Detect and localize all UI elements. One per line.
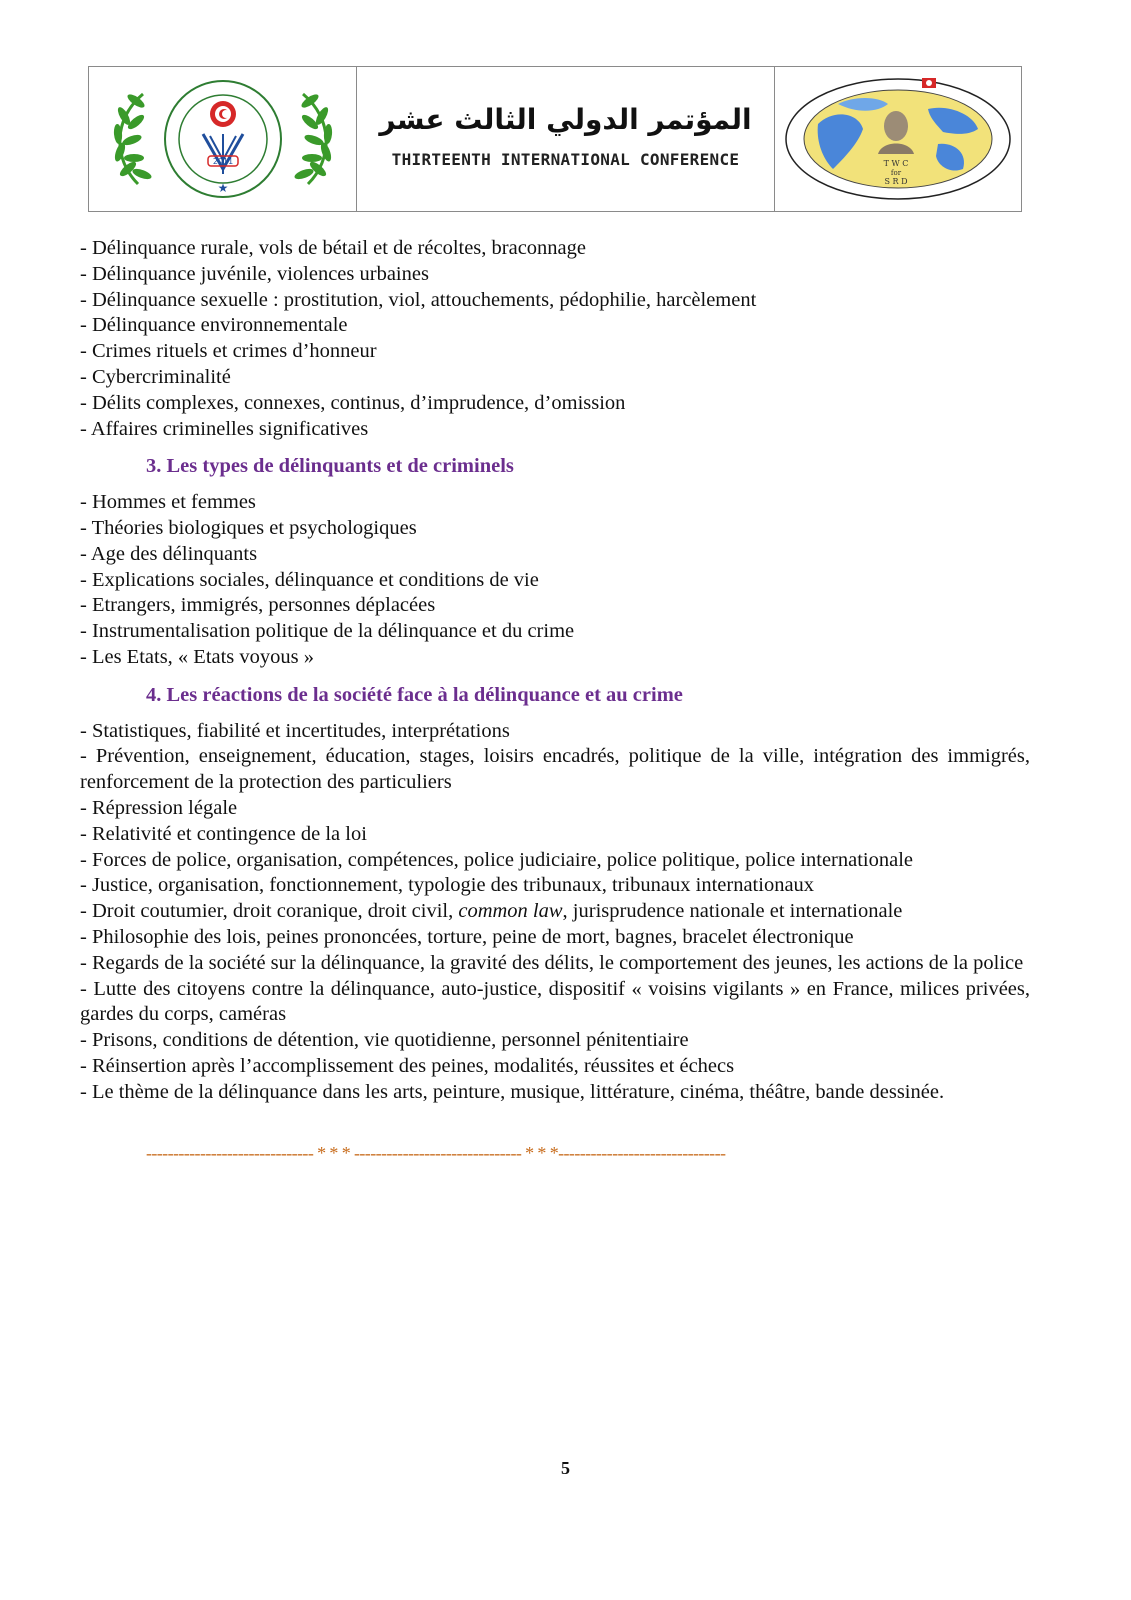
list-item: - Affaires criminelles significatives: [80, 417, 369, 440]
list-item: [80, 899, 1030, 925]
page-number: 5: [561, 1458, 570, 1478]
document-body: [80, 236, 1030, 1106]
list-item: - Délinquance juvénile, violences urbaines: [80, 262, 429, 285]
right-logo-cell: [775, 67, 1021, 211]
list-item: - Age des délinquants: [80, 542, 258, 565]
list-item: - Délinquance sexuelle : prostitution, viol, attouchements, pédophilie, harcèlement: [80, 288, 757, 311]
svg-text:for: for: [890, 169, 902, 177]
left-logo-cell: [89, 67, 357, 211]
list-item: - Lutte des citoyens contre la délinquance, auto-justice, dispositif « voisins vigilants » en France, milices privées, gardes du corps, caméras: [80, 977, 1030, 1026]
svg-text:★: ★: [217, 181, 228, 195]
section-divider: ------------------------------- * * * ------------------------------- * * *-------------------------------: [146, 1143, 726, 1163]
list-item: - Prisons, conditions de détention, vie quotidienne, personnel pénitentiaire: [80, 1029, 689, 1052]
list-item: - Répression légale: [80, 796, 238, 819]
list-item: - Justice, organisation, fonctionnement, typologie des tribunaux, tribunaux internationaux: [80, 874, 815, 897]
svg-text:S R D: S R D: [884, 177, 908, 186]
list-item: - Le thème de la délinquance dans les arts, peinture, musique, littérature, cinéma, théâtre, bande dessinée.: [80, 1080, 945, 1103]
list-item: - Statistiques, fiabilité et incertitudes, interprétations: [80, 719, 510, 742]
svg-text:T W C: T W C: [883, 159, 909, 168]
list-item: - Les Etats, « Etats voyous »: [80, 645, 315, 668]
globe-emblem-icon: [778, 74, 1018, 204]
section-4-heading: 4. Les réactions de la société face à la délinquance et au crime: [146, 683, 683, 706]
list-item: - Hommes et femmes: [80, 491, 256, 514]
list-item: - Crimes rituels et crimes d’honneur: [80, 340, 377, 363]
association-emblem-icon: [98, 74, 348, 204]
arabic-conference-title: المؤتمر الدولي الثالث عشر: [379, 103, 752, 136]
list-item: - Philosophie des lois, peines prononcées, torture, peine de mort, bagnes, bracelet électronique: [80, 925, 854, 948]
italic-term: common law: [458, 900, 563, 923]
conference-header: [88, 66, 1022, 212]
list-item: - Délinquance environnementale: [80, 314, 348, 337]
list-item-text: , jurisprudence nationale et internationale: [562, 900, 903, 923]
list-item: - Prévention, enseignement, éducation, stages, loisirs encadrés, politique de la ville, intégration des immigrés, renforcement de la protection des particuliers: [80, 745, 1030, 794]
list-item: - Regards de la société sur la délinquance, la gravité des délits, le comportement des jeunes, les actions de la police: [80, 951, 1024, 974]
english-conference-title: THIRTEENTH INTERNATIONAL CONFERENCE: [391, 150, 740, 169]
section-3-heading: 3. Les types de délinquants et de criminels: [146, 455, 514, 478]
list-item: - Délinquance rurale, vols de bétail et de récoltes, braconnage: [80, 237, 587, 259]
list-item: - Cybercriminalité: [80, 365, 231, 388]
list-item: - Délits complexes, connexes, continus, d’imprudence, d’omission: [80, 391, 626, 414]
list-item: - Relativité et contingence de la loi: [80, 822, 367, 845]
list-item: - Théories biologiques et psychologiques: [80, 516, 417, 539]
svg-text:2011: 2011: [212, 157, 233, 166]
list-item: - Réinsertion après l’accomplissement des peines, modalités, réussites et échecs: [80, 1054, 735, 1077]
list-item-text: - Droit coutumier, droit coranique, droit civil,: [80, 900, 459, 923]
list-item: - Explications sociales, délinquance et conditions de vie: [80, 568, 539, 591]
list-item: - Forces de police, organisation, compétences, police judiciaire, police politique, police internationale: [80, 848, 914, 871]
list-item: - Etrangers, immigrés, personnes déplacées: [80, 594, 436, 617]
conference-title-cell: [357, 67, 775, 211]
list-item: - Instrumentalisation politique de la délinquance et du crime: [80, 620, 575, 643]
